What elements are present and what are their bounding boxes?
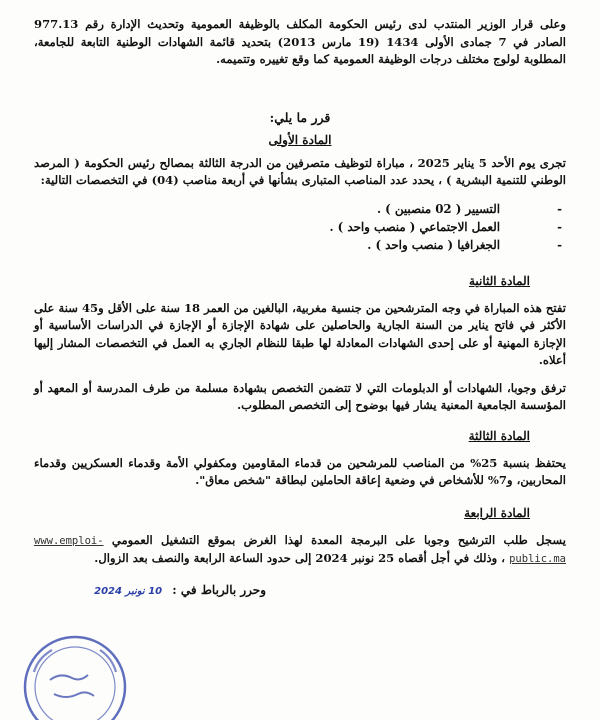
article-4-paragraph: [34, 532, 566, 569]
article-2-title: المادة الثانية: [468, 273, 530, 288]
article-3-paragraph: يحتفظ بنسبة 25% من المناصب للمرشحين من قدماء المقاومين ومكفولي الأمة وقدماء العسكريين وقدماء المحاربين، و7% للأشخاص في وضعية إعاقة الحاملين لبطاقة "شخص معاق".: [34, 455, 567, 487]
post-label: التسيير ( 02 منصبين ) .: [376, 201, 500, 216]
post-label: الجغرافيا ( منصب واحد ) .: [367, 237, 500, 252]
article-2-paragraph-1: تفتح هذه المباراة في وجه المترشحين من جنسية مغربية، البالغين من العمر 18 سنة على الأقل و45 سنة على الأكثر في فاتح يناير من السنة الجارية والحاصلين على شهادة الإجازة أو الإجازة في الدراسات الأساسية أو الإجازة المهنية أو على إحدى الشهادات المعادلة لها طبقا للنظام الجاري به العمل في التخصصات المشار إليها أعلاه.: [34, 300, 567, 367]
website-link[interactable]: www.emploi-public.ma: [34, 534, 566, 565]
list-bullet: -: [557, 219, 562, 234]
article-3-title: المادة الثالثة: [468, 428, 530, 443]
decreed-heading: قرر ما يلي:: [269, 109, 331, 125]
official-stamp-icon: [20, 632, 130, 720]
signoff-date: 10 نونبر 2024: [94, 585, 163, 597]
list-bullet: -: [557, 201, 562, 216]
post-label: العمل الاجتماعي ( منصب واحد ) .: [329, 219, 500, 234]
list-item: [34, 218, 562, 236]
article-2-paragraph-2: ترفق وجوبا، الشهادات أو الدبلومات التي لا تتضمن التخصص بشهادة مسلمة من طرف المدرسة أو المعهد أو المؤسسة الجامعية المعنية يشار فيها بوضوح إلى التخصص المطلوب.: [34, 380, 566, 412]
list-item: [34, 200, 562, 218]
article-4-text-before: يسجل طلب الترشيح وجوبا على البرمجة المعدة لهذا الغرض بموقع التشغيل العمومي: [111, 532, 566, 547]
list-bullet: -: [557, 237, 562, 252]
article-1-paragraph: تجرى يوم الأحد 5 يناير 2025 ، مباراة لتوظيف متصرفين من الدرجة الثالثة بمصالح رئيس الحكومة ( المرصد الوطني للتنمية البشرية ) ، يحدد عدد المناصب المتبارى بشأنها في أربعة مناصب (04) في التخصصات التالية:: [34, 155, 566, 187]
article-4-text-after: ، وذلك في أجل أقصاه 25 نونبر 2024 إلى حدود الساعة الرابعة والنصف بعد الزوال.: [94, 551, 506, 565]
posts-list: [34, 200, 566, 254]
signoff: [34, 581, 566, 601]
article-4-title: المادة الرابعة: [464, 505, 530, 520]
article-1-title: المادة الأولى: [268, 132, 332, 147]
list-item: [34, 236, 562, 254]
intro-paragraph: وعلى قرار الوزير المنتدب لدى رئيس الحكومة المكلف بالوظيفة العمومية وتحديث الإدارة رقم 977.13 الصادر في 7 جمادى الأولى 1434 (19 مارس 2013) بتحديد قائمة الشهادات الوطنية التابعة للجامعة، المطلوبة لولوج مختلف درجات الوظيفة العمومية كما وقع تغييره وتتميمه.: [34, 17, 566, 66]
signoff-label: وحرر بالرباط في :: [172, 582, 266, 597]
